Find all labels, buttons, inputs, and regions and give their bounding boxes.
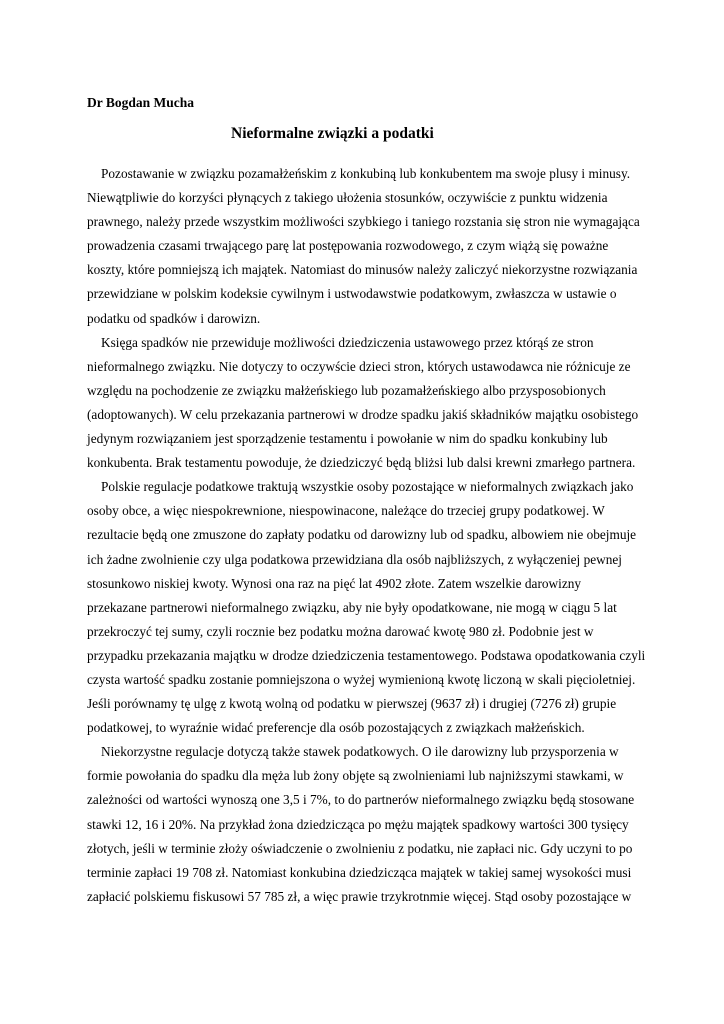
paragraph-2 [87, 331, 659, 476]
text-line: Jeśli porównamy tę ulgę z kwotą wolną od podatku w pierwszej (9637 zł) i drugiej (7276 zł) grupie [87, 696, 617, 712]
text-line: podatkowej, to wyraźnie widać preferencje dla osób pozostających z związkach małżeńskich. [87, 720, 585, 736]
text-line: prowadzenia czasami trwającego parę lat postępowania rozwodowego, z czym wiążą się poważne [87, 238, 609, 254]
text-line: Niekorzystne regulacje dotyczą także stawek podatkowych. O ile darowizny lub przysporzenia w [101, 744, 619, 760]
text-line: zależności od wartości wynoszą one 3,5 i 7%, to do partnerów nieformalnego związku będą stosowane [87, 792, 635, 808]
text-line: przewidziane w polskim kodeksie cywilnym i ustwodawstwie podatkowym, zwłaszcza w ustawie o [87, 286, 617, 302]
text-line: przekroczyć tej sumy, czyli rocznie bez podatku można darować kwotę 980 zł. Podobnie jest w [87, 623, 594, 639]
text-line: prawnego, należy przede wszystkim możliwości szybkiego i taniego rozstania się stron nie wymagająca [87, 214, 640, 230]
paragraph-4 [87, 740, 659, 909]
document-title: Nieformalne związki a podatki [231, 125, 434, 142]
document-page [87, 0, 659, 1024]
text-line: stawki 12, 16 i 20%. Na przykład żona dziedzicząca po mężu majątek spadkowy wartości 300 tysięcy [87, 816, 629, 832]
text-line: ich żadne zwolnienie czy ulga podatkowa przewidziana dla osób najbliższych, z wyłączeniej pewnej [87, 551, 622, 567]
text-line: formie powołania do spadku dla męża lub żony objęte są zwolnieniami lub najniższymi stawkami, w [87, 768, 624, 784]
text-line: konkubenta. Brak testamentu powoduje, że dziedziczyć będą bliżsi lub dalsi krewni zmarłego partnera. [87, 455, 636, 471]
text-line: jedynym rozwiązaniem jest sporządzenie testamentu i powołanie w nim do spadku konkubiny lub [87, 431, 608, 447]
text-line: zapłacić polskiemu fiskusowi 57 785 zł, a więc prawie trzykrotnmie więcej. Stąd osoby pozostające w [87, 888, 632, 904]
text-line: stosunkowo niskiej kwoty. Wynosi ona raz na pięć lat 4902 złote. Zatem wszelkie darowizny [87, 575, 582, 591]
text-line: osoby obce, a więc niespokrewnione, niespowinacone, należące do trzeciej grupy podatkowej. W [87, 503, 605, 519]
text-line: terminie zapłaci 19 708 zł. Natomiast konkubina dziedzicząca majątek w takiej samej wysokości musi [87, 864, 632, 880]
paragraph-1 [87, 162, 659, 331]
text-line: złotych, jeśli w terminie złoży oświadczenie o zwolnieniu z podatku, nie zapłaci nic. Gdy uczyni to po [87, 840, 633, 856]
text-line: koszty, które pomniejszą ich majątek. Natomiast do minusów należy zaliczyć niekorzystne rozwiązania [87, 262, 638, 278]
text-line: przekazane partnerowi nieformalnego związku, aby nie były opodatkowane, nie mogą w ciągu 5 lat [87, 599, 617, 615]
text-line: czysta wartość spadku zostanie pomniejszona o wyżej wymienioną kwotę liczoną w skali pięcioletniej. [87, 671, 636, 687]
text-line: przypadku przekazania majątku w drodze dziedziczenia testamentowego. Podstawa opodatkowania czyli [87, 647, 646, 663]
text-line: Polskie regulacje podatkowe traktują wszystkie osoby pozostające w nieformalnych związkach jako [101, 479, 634, 495]
text-line: nieformalnego związku. Nie dotyczy to oczywście dzieci stron, których ustawodawca nie różnicuje ze [87, 358, 631, 374]
document-body [87, 162, 659, 909]
text-line: Księga spadków nie przewiduje możliwości dziedziczenia ustawowego przez którąś ze stron [101, 334, 594, 350]
text-line: względu na pochodzenie ze związku małżeńskiego lub pozamałżeńskiego albo przysposobionych [87, 382, 606, 398]
text-line: Pozostawanie w związku pozamałżeńskim z konkubiną lub konkubentem ma swoje plusy i minusy. [101, 166, 631, 181]
text-line: Niewątpliwie do korzyści płynących z takiego ułożenia stosunków, oczywiście z punktu widzenia [87, 190, 608, 206]
text-line: (adoptowanych). W celu przekazania partnerowi w drodze spadku jakiś składników majątku osobistego [87, 406, 639, 422]
text-line: podatku od spadków i darowizn. [87, 310, 261, 326]
author-name: Dr Bogdan Mucha [87, 95, 195, 110]
text-line: rezultacie będą one zmuszone do zapłaty podatku od darowizny lub od spadku, albowiem nie obejmuje [87, 527, 637, 543]
paragraph-3 [87, 475, 659, 740]
